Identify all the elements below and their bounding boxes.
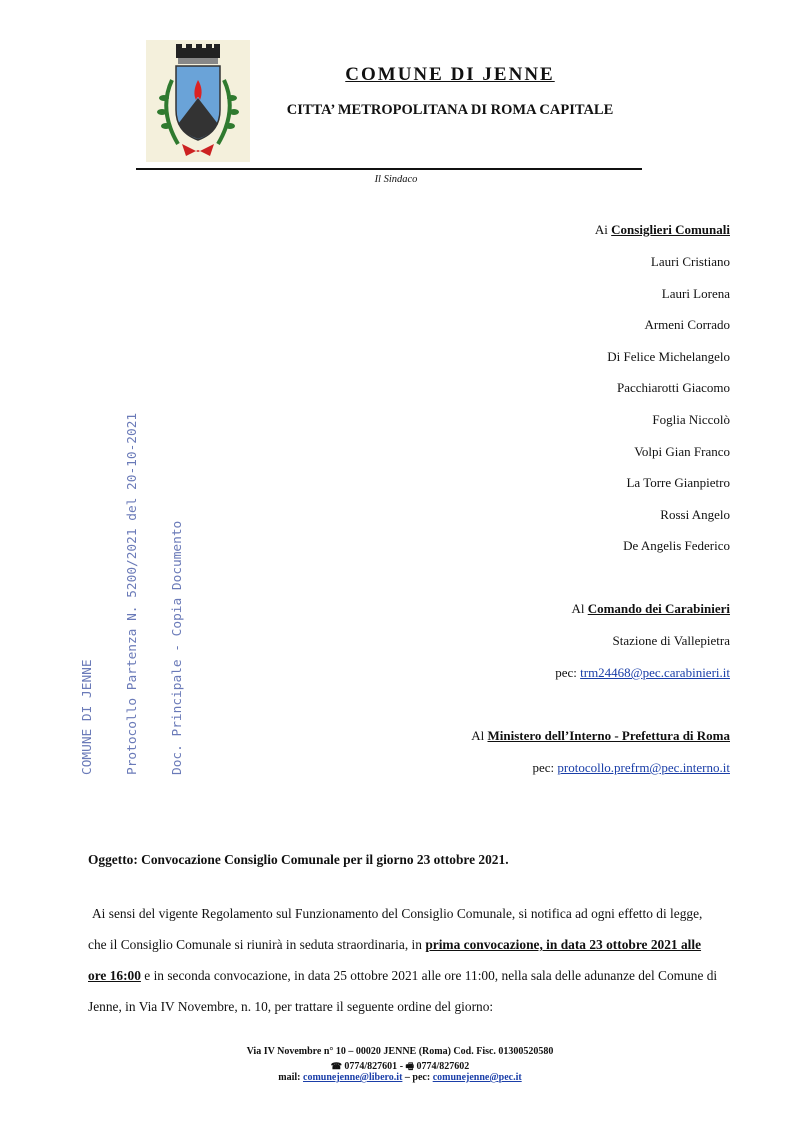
footer-fax: 0774/827602	[416, 1061, 470, 1072]
crest-icon	[146, 40, 250, 162]
recipient-heading: Comando dei Carabinieri	[587, 601, 730, 616]
pec-label: pec:	[532, 760, 555, 775]
councillor-name: Rossi Angelo	[660, 507, 730, 522]
councillor-name: Di Felice Michelangelo	[607, 349, 730, 364]
pec-label: – pec:	[402, 1072, 431, 1083]
prefettura-pec	[532, 760, 730, 776]
mayor-signature: Il Sindaco	[374, 174, 418, 185]
mail-label: mail:	[278, 1072, 301, 1083]
councillors-heading	[595, 222, 730, 238]
councillor-name: Armeni Corrado	[644, 317, 730, 332]
mail-link[interactable]: comunejenne@libero.it	[303, 1072, 403, 1083]
footer-address: Via IV Novembre n° 10 – 00020 JENNE (Roma) Cod. Fisc. 01300520580	[246, 1046, 554, 1057]
recipient-prefix: Al	[571, 601, 585, 616]
carabinieri-station: Stazione di Vallepietra	[612, 633, 730, 648]
body-line: Jenne, in Via IV Novembre, n. 10, per trattare il seguente ordine del giorno:	[88, 999, 494, 1014]
body-highlight: prima convocazione, in data 23 ottobre 2021 alle	[425, 937, 702, 952]
subject-line: Oggetto: Convocazione Consiglio Comunale per il giorno 23 ottobre 2021.	[88, 852, 509, 867]
councillor-name: Lauri Lorena	[661, 286, 730, 301]
phone-icon: ☎	[330, 1061, 342, 1071]
councillor-name: La Torre Gianpietro	[626, 475, 730, 490]
body-line	[88, 937, 730, 953]
councillor-name: Volpi Gian Franco	[634, 444, 730, 459]
recipient-heading: Ministero dell’Interno - Prefettura di Roma	[487, 728, 730, 743]
footer-phone: 0774/827601	[344, 1061, 398, 1072]
stamp-line: COMUNE DI JENNE	[80, 659, 95, 775]
prefettura-heading	[471, 728, 730, 744]
pec-label: pec:	[555, 665, 577, 680]
pec-link[interactable]: comunejenne@pec.it	[432, 1072, 522, 1083]
page-subtitle: CITTA’ METROPOLITANA DI ROMA CAPITALE	[286, 102, 614, 118]
councillor-name: Lauri Cristiano	[650, 254, 730, 269]
body-line	[88, 968, 730, 984]
councillor-name: De Angelis Federico	[623, 538, 730, 553]
councillor-name: Foglia Niccolò	[652, 412, 730, 427]
footer-contacts	[150, 1072, 650, 1083]
body-highlight: ore 16:00	[88, 968, 141, 983]
carabinieri-pec	[555, 665, 730, 681]
recipient-prefix: Ai	[594, 222, 608, 237]
recipient-heading: Consiglieri Comunali	[611, 222, 730, 237]
prefettura-pec-link[interactable]: protocollo.prefrm@pec.interno.it	[557, 760, 730, 775]
fax-icon: 🖷	[405, 1061, 415, 1071]
body-line: Ai sensi del vigente Regolamento sul Funzionamento del Consiglio Comunale, si notifica ad ogni effetto di legge,	[92, 906, 703, 921]
stamp-line: Doc. Principale - Copia Documento	[170, 520, 185, 775]
body-text: che il Consiglio Comunale si riunirà in seduta straordinaria, in	[88, 937, 426, 952]
carabinieri-pec-link[interactable]: trm24468@pec.carabinieri.it	[580, 665, 730, 680]
header-divider	[136, 168, 642, 170]
protocol-stamp	[50, 413, 200, 775]
body-text: e in seconda convocazione, in data 25 ottobre 2021 alle ore 11:00, nella sala delle adunanze del Comune di	[140, 968, 718, 983]
carabinieri-heading	[571, 601, 730, 617]
stamp-line: Protocollo Partenza N. 5200/2021 del 20-10-2021	[125, 412, 140, 775]
recipient-prefix: Al	[471, 728, 485, 743]
councillor-name: Pacchiarotti Giacomo	[617, 380, 730, 395]
page-title: COMUNE DI JENNE	[345, 64, 555, 85]
footer-separator: -	[397, 1061, 406, 1072]
